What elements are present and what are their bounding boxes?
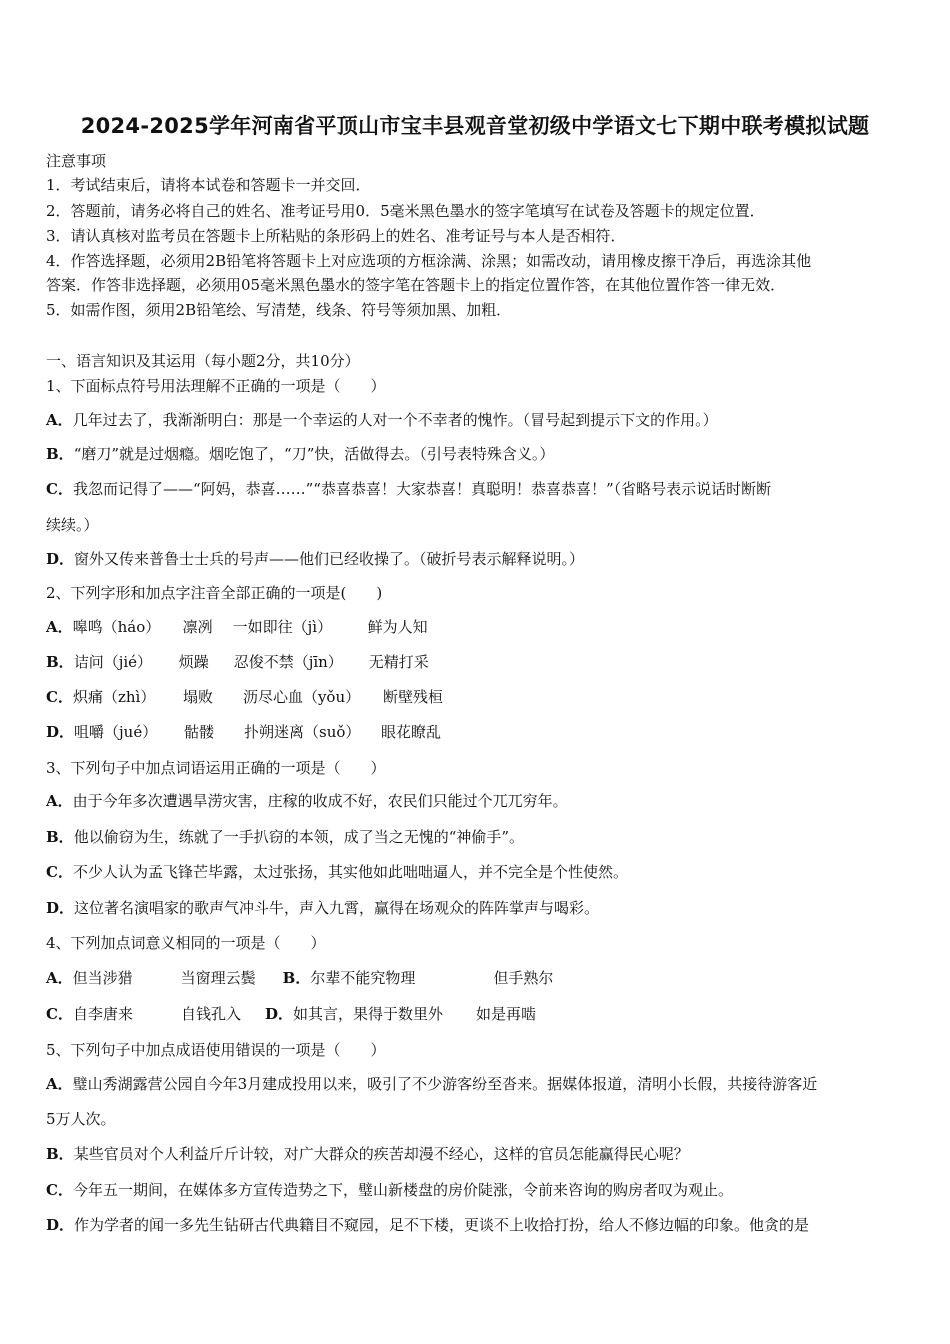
q5-option-b bbox=[46, 1143, 910, 1165]
option-label: A． bbox=[46, 1075, 73, 1093]
q1-stem: 1、下面标点符号用法理解不正确的一项是（ ） bbox=[46, 377, 386, 395]
option-word: 炽痛（zhì） bbox=[72, 688, 156, 706]
option-text: 由于今年多次遭遇旱涝灾害，庄稼的收成不好，农民们只能过个兀兀穷年。 bbox=[72, 792, 568, 810]
option-label: C． bbox=[46, 1181, 73, 1199]
note-item: 5．如需作图，须用2B铅笔绘、写清楚，线条、符号等须加黑、加粗． bbox=[46, 301, 512, 319]
note-item: 3．请认真核对监考员在答题卡上所粘贴的条形码上的姓名、准考证号与本人是否相符． bbox=[46, 227, 626, 245]
option-phrase: 当窗理云鬓 bbox=[180, 969, 256, 987]
option-label: D． bbox=[264, 1005, 293, 1023]
option-word: 咀嚼（jué） bbox=[74, 723, 158, 741]
option-label: A． bbox=[46, 792, 73, 810]
option-label: C． bbox=[46, 480, 73, 498]
option-label: D． bbox=[46, 899, 75, 917]
option-text: 几年过去了，我渐渐明白：那是一个幸运的人对一个不幸者的愧怍。（冒号起到提示下文的作用。） bbox=[72, 411, 718, 429]
option-text: 不少人认为孟飞锋芒毕露，太过张扬，其实他如此咄咄逼人，并不完全是个性使然。 bbox=[72, 863, 628, 881]
note-item: 1．考试结束后，请将本试卷和答题卡一并交回． bbox=[46, 176, 371, 194]
option-word: 沥尽心血（yǒu） bbox=[242, 688, 361, 706]
option-word: 鲜为人知 bbox=[367, 618, 428, 636]
option-phrase: 如其言，果得于数里外 bbox=[292, 1005, 443, 1023]
q5-stem: 5、下列句子中加点成语使用错误的一项是（ ） bbox=[46, 1041, 386, 1059]
q3-option-a bbox=[46, 790, 910, 812]
option-label: C． bbox=[46, 863, 73, 881]
option-text: 璧山秀湖露营公园自今年3月建成投用以来，吸引了不少游客纷至沓来。据媒体报道，清明小长假，共接待游客近 bbox=[72, 1075, 818, 1093]
option-word: 骷髅 bbox=[184, 723, 215, 741]
option-word: 无精打采 bbox=[368, 653, 429, 671]
q1-option-c-cont: 续续。） bbox=[46, 516, 99, 534]
option-word: 塌败 bbox=[182, 688, 213, 706]
option-text: 今年五一期间，在媒体多方宣传造势之下，璧山新楼盘的房价陡涨，令前来咨询的购房者叹为观止。 bbox=[72, 1181, 733, 1199]
option-word: 眼花瞭乱 bbox=[381, 723, 442, 741]
q5-option-a-cont: 5万人次。 bbox=[46, 1110, 116, 1128]
option-phrase: 自钱孔入 bbox=[180, 1005, 241, 1023]
option-phrase: 自李唐来 bbox=[72, 1005, 133, 1023]
q1-option-c bbox=[46, 478, 910, 500]
option-label: C． bbox=[46, 1005, 73, 1023]
q2-option-a bbox=[46, 616, 910, 638]
option-text: 作为学者的闻一多先生钻研古代典籍目不窥园，足不下楼，更谈不上收拾打扮，给人不修边幅的印象。他贪的是 bbox=[74, 1216, 810, 1234]
option-label: D． bbox=[46, 550, 75, 568]
option-phrase: 但手熟尔 bbox=[493, 969, 554, 987]
q1-option-d bbox=[46, 548, 910, 570]
option-label: B． bbox=[282, 969, 311, 987]
option-label: B． bbox=[46, 1145, 74, 1163]
option-word: 断壁残桓 bbox=[382, 688, 443, 706]
option-label: D． bbox=[46, 1216, 75, 1234]
note-item: 答案．作答非选择题，必须用05毫米黑色墨水的签字笔在答题卡上的指定位置作答，在其他位置作答一律无效． bbox=[46, 276, 786, 294]
option-word: 扑朔迷离（suǒ） bbox=[244, 723, 361, 741]
note-item: 4．作答选择题，必须用2B铅笔将答题卡上对应选项的方框涂满、涂黑；如需改动，请用橡皮擦干净后，再选涂其他 bbox=[46, 252, 812, 270]
q2-option-c bbox=[46, 686, 910, 708]
notes-heading: 注意事项 bbox=[46, 152, 107, 170]
q2-stem: 2、下列字形和加点字注音全部正确的一项是( ) bbox=[46, 584, 383, 602]
option-label: B． bbox=[46, 828, 74, 846]
q3-stem: 3、下列句子中加点词语运用正确的一项是（ ） bbox=[46, 759, 386, 777]
q5-option-a bbox=[46, 1073, 910, 1095]
option-text: 他以偷窃为生，练就了一手扒窃的本领，成了当之无愧的“神偷手”。 bbox=[73, 828, 525, 846]
option-label: B． bbox=[46, 653, 74, 671]
q4-options-cd bbox=[46, 1003, 910, 1025]
option-label: A． bbox=[46, 411, 73, 429]
option-phrase: 但当涉猎 bbox=[72, 969, 133, 987]
q4-stem: 4、下列加点词意义相同的一项是（ ） bbox=[46, 934, 326, 952]
option-phrase: 如是再啮 bbox=[475, 1005, 536, 1023]
q3-option-c bbox=[46, 861, 910, 883]
option-word: 一如即往（jì） bbox=[232, 618, 333, 636]
option-word: 烦躁 bbox=[178, 653, 209, 671]
q2-option-d bbox=[46, 721, 910, 743]
option-label: D． bbox=[46, 723, 75, 741]
q4-options-ab bbox=[46, 967, 910, 989]
section-heading: 一、语言知识及其运用（每小题2分，共10分） bbox=[46, 352, 360, 370]
q1-option-a bbox=[46, 409, 910, 431]
option-text: “磨刀”就是过烟瘾。烟吃饱了，“刀”快，活做得去。（引号表特殊含义。） bbox=[73, 445, 555, 463]
q3-option-d bbox=[46, 897, 910, 919]
q2-option-b bbox=[46, 651, 910, 673]
option-text: 这位著名演唱家的歌声气冲斗牛，声入九霄，赢得在场观众的阵阵掌声与喝彩。 bbox=[74, 899, 600, 917]
q5-option-c bbox=[46, 1179, 910, 1201]
option-label: A． bbox=[46, 969, 73, 987]
option-label: C． bbox=[46, 688, 73, 706]
q1-option-b bbox=[46, 443, 910, 465]
option-text: 窗外又传来普鲁士士兵的号声——他们已经收操了。（破折号表示解释说明。） bbox=[74, 550, 585, 568]
page-title: 2024-2025学年河南省平顶山市宝丰县观音堂初级中学语文七下期中联考模拟试题 bbox=[80, 114, 870, 138]
option-word: 凛冽 bbox=[182, 618, 213, 636]
q5-option-d bbox=[46, 1214, 910, 1236]
option-word: 嗥鸣（háo） bbox=[72, 618, 161, 636]
option-phrase: 尔辈不能究物理 bbox=[310, 969, 416, 987]
option-word: 忍俊不禁（jīn） bbox=[233, 653, 343, 671]
q3-option-b bbox=[46, 826, 910, 848]
option-label: B． bbox=[46, 445, 74, 463]
option-text: 某些官员对个人利益斤斤计较，对广大群众的疾苦却漫不经心，这样的官员怎能赢得民心呢？ bbox=[73, 1145, 689, 1163]
option-label: A． bbox=[46, 618, 73, 636]
option-text: 我忽而记得了——“阿妈，恭喜……”“恭喜恭喜！大家恭喜！真聪明！恭喜恭喜！”（省略号表示说话时断断 bbox=[72, 480, 772, 498]
note-item: 2．答题前，请务必将自己的姓名、准考证号用0．5毫米黑色墨水的签字笔填写在试卷及答题卡的规定位置． bbox=[46, 202, 765, 220]
option-word: 诘问（jié） bbox=[73, 653, 153, 671]
